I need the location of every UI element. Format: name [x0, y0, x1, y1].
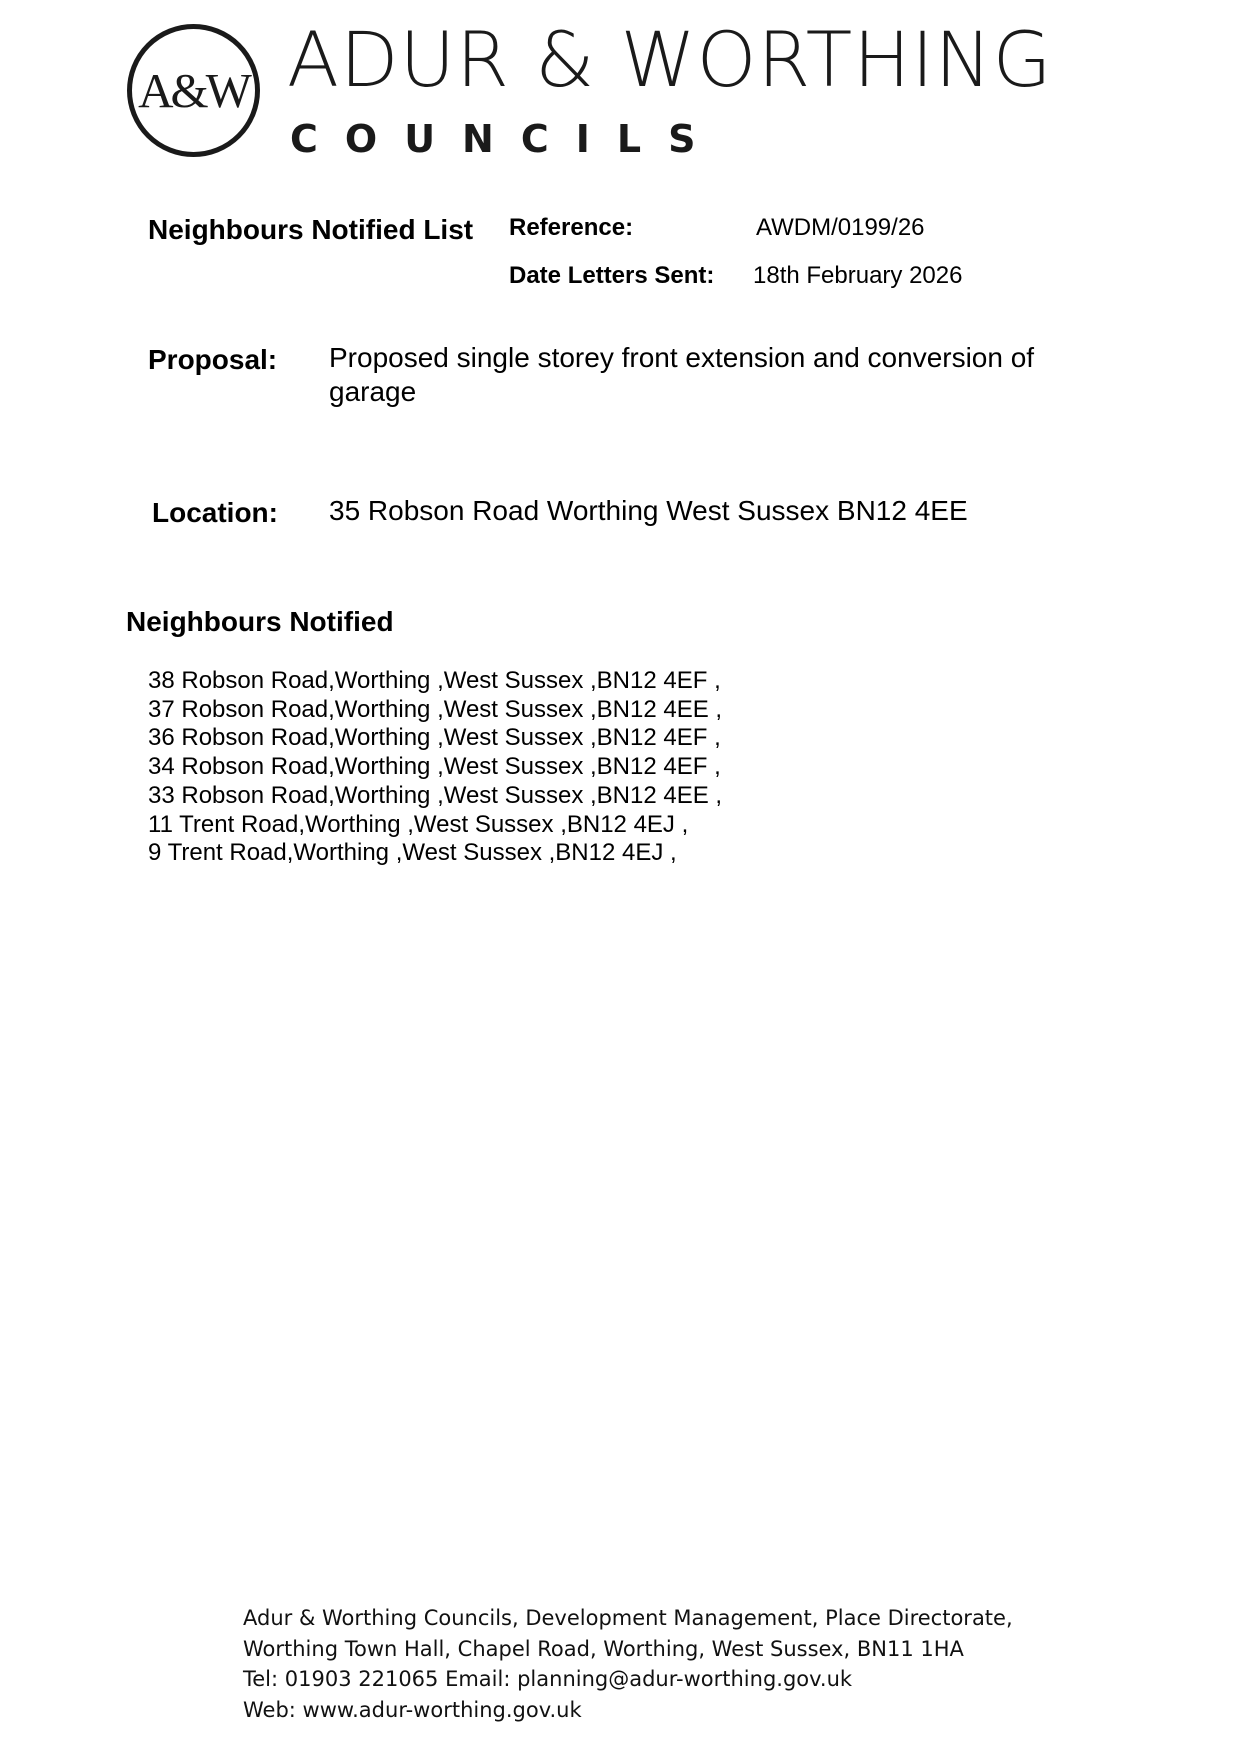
footer-contact: [243, 1603, 1013, 1725]
reference-label: Reference:: [509, 214, 634, 241]
neighbour-address: 9 Trent Road,Worthing ,West Sussex ,BN12 4EJ ,: [148, 839, 677, 867]
organisation-name: ADUR & WORTHING: [287, 15, 1053, 104]
neighbour-address: 37 Robson Road,Worthing ,West Sussex ,BN12 4EE ,: [148, 695, 723, 723]
date-letters-sent-label: Date Letters Sent:: [509, 262, 715, 289]
location-text: 35 Robson Road Worthing West Sussex BN12 4EE: [329, 495, 968, 526]
footer-phone-email: Tel: 01903 221065 Email: planning@adur-worthing.gov.uk: [243, 1667, 853, 1691]
footer-address-line: Adur & Worthing Councils, Development Management, Place Directorate,: [243, 1606, 1013, 1630]
reference-value: AWDM/0199/26: [756, 214, 925, 241]
council-logo: [127, 24, 260, 157]
organisation-subname: COUNCILS: [290, 117, 723, 161]
date-letters-sent-value: 18th February 2026: [753, 262, 963, 289]
proposal-text: Proposed single storey front extension and conversion of garage: [329, 342, 1035, 407]
location-label: Location:: [152, 497, 278, 528]
neighbour-address: 11 Trent Road,Worthing ,West Sussex ,BN12 4EJ ,: [148, 810, 689, 838]
neighbours-heading: Neighbours Notified: [126, 606, 394, 637]
logo-monogram: A&W: [138, 63, 249, 118]
neighbour-address: 33 Robson Road,Worthing ,West Sussex ,BN12 4EE ,: [148, 781, 723, 809]
footer-address-line: Worthing Town Hall, Chapel Road, Worthing, West Sussex, BN11 1HA: [243, 1636, 964, 1661]
neighbour-address: 36 Robson Road,Worthing ,West Sussex ,BN12 4EF ,: [148, 724, 721, 752]
proposal-label: Proposal:: [148, 344, 278, 375]
document-title: Neighbours Notified List: [148, 214, 474, 245]
neighbours-address-list: [148, 667, 722, 868]
neighbour-address: 38 Robson Road,Worthing ,West Sussex ,BN12 4EF ,: [148, 667, 721, 694]
neighbour-address: 34 Robson Road,Worthing ,West Sussex ,BN12 4EF ,: [148, 753, 721, 781]
footer-website: Web: www.adur-worthing.gov.uk: [243, 1697, 582, 1722]
